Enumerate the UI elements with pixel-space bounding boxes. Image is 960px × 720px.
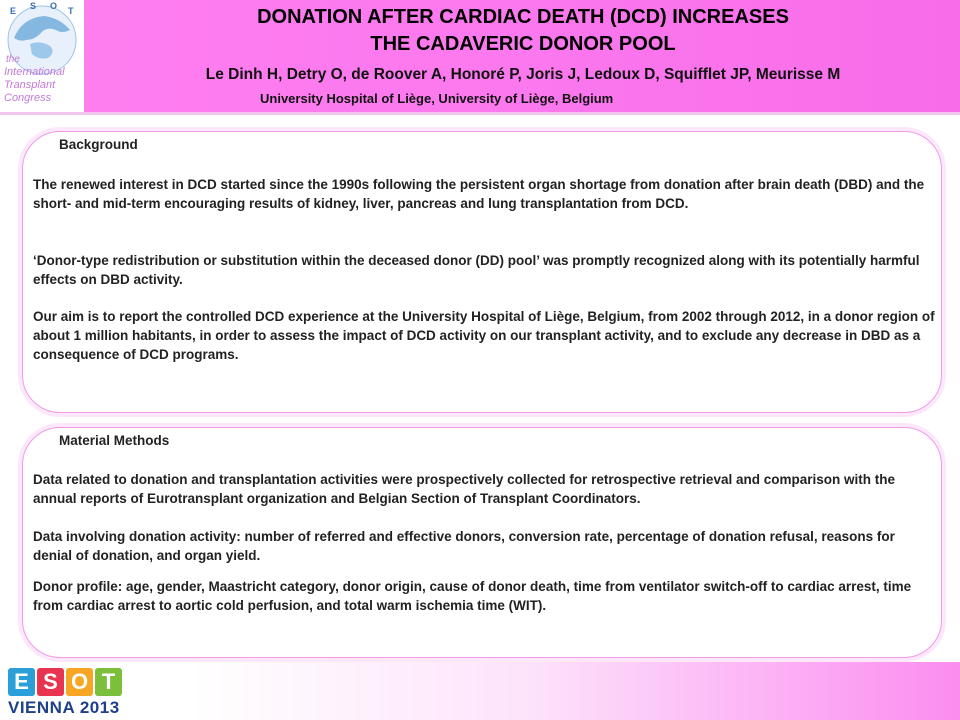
methods-paragraph-3: Donor profile: age, gender, Maastricht category, donor origin, cause of donor death, time from ventilator switch-off to cardiac arrest, time from cardiac arrest to aortic cold perfusion, and total warm ischemia time (WIT). [33,579,912,613]
esot-footer-logo [8,668,122,698]
background-heading: Background [59,137,138,152]
event-name: VIENNA 2013 [8,698,120,717]
methods-paragraph-1: Data related to donation and transplantation activities were prospectively collected for retrospective retrieval and comparison with the annual reports of Eurotransplant organization and Belgian Section of Transplant Coordinators. [33,472,895,506]
methods-heading: Material Methods [59,433,170,448]
svg-text:E: E [10,6,17,16]
svg-text:Congress: Congress [4,92,52,104]
svg-text:Transplant: Transplant [4,79,56,91]
poster-title-line2: THE CADAVERIC DONOR POOL [370,33,676,55]
background-paragraph-1: The renewed interest in DCD started since the 1990s following the persistent organ shortage from donation after brain death (DBD) and the short- and mid-term encouraging results of kidney, liver, pancreas and lung transplantation from DCD. [33,177,925,211]
background-panel [22,131,942,413]
header-divider [0,112,960,115]
svg-text:S: S [30,1,37,11]
background-paragraph-2: ‘Donor-type redistribution or substitution within the deceased donor (DD) pool’ was promptly recognized along with its potentially harmful effects on DBD activity. [33,253,920,287]
esot-letter-t: T [95,668,122,696]
background-paragraph-3: Our aim is to report the controlled DCD experience at the University Hospital of Liège, Belgium, from 2002 through 2012, in a donor region of about 1 million habitants, in order to assess the impact of DCD activity on our transplant activity, and to exclude any decrease in DBD as a consequence of DCD programs. [33,309,935,362]
authors: Le Dinh H, Detry O, de Roover A, Honoré P, Joris J, Ledoux D, Squifflet JP, Meurisse M [205,66,841,83]
globe-logo-icon [0,0,84,112]
esot-letter-s: S [37,668,64,696]
footer-band [0,662,960,720]
methods-paragraph-2: Data involving donation activity: number of referred and effective donors, conversion rate, percentage of donation refusal, reasons for denial of donation, and organ yield. [33,529,895,563]
esot-letter-e: E [8,668,35,696]
svg-text:the: the [6,54,20,65]
esot-congress-logo [0,0,84,112]
esot-letter-o: O [66,668,93,696]
svg-text:International: International [4,66,65,78]
poster-title-line1: DONATION AFTER CARDIAC DEATH (DCD) INCREASES [257,6,789,28]
svg-text:O: O [50,1,58,11]
methods-panel [22,427,942,658]
affiliation: University Hospital of Liège, University of Liège, Belgium [260,91,614,106]
svg-text:T: T [68,6,74,16]
